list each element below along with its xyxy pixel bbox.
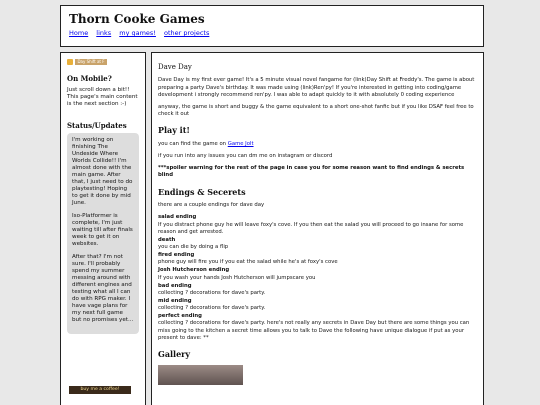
mobile-heading: On Mobile? xyxy=(67,74,112,83)
ending-desc: collecting ? decorations for dave's party. xyxy=(158,305,266,312)
status-item: I'm working on finishing The Undeside Where Worlds Collide!! I'm almost done with the main game. After that, I just need to do playtesting! Hoping to get it done by mid June. xyxy=(72,137,133,207)
buy-me-a-coffee-button[interactable]: buy me a coffee! xyxy=(69,386,131,394)
ending-name: death xyxy=(158,236,176,243)
nav-links-link[interactable]: links xyxy=(96,29,112,37)
mobile-text: Just scroll down a bit!! This page's main content is the next section :-) xyxy=(67,86,138,107)
gallery-image[interactable] xyxy=(158,365,243,385)
nav-my-games-link[interactable]: my games! xyxy=(119,29,156,37)
ending-name: bad ending xyxy=(158,282,192,289)
game-badge-icon xyxy=(67,59,73,65)
main-content xyxy=(151,52,484,405)
game-jolt-link[interactable]: Game Jolt xyxy=(227,140,254,147)
endings-heading: Endings & Secerets xyxy=(158,186,246,197)
ending-desc: you can die by doing a flip xyxy=(158,244,229,250)
page-title: Dave Day xyxy=(158,63,192,71)
nav-home-link[interactable]: Home xyxy=(69,29,89,37)
ending-desc: collecting ? decorations for dave's party. here's not really any secrets in Dave Day but there are some things you can miss going to the kitchen a secret time allows you to talk to Dave the following have unique dialogue if put as your present to dave: ** xyxy=(158,320,470,341)
play-line xyxy=(158,141,477,148)
ending-name: perfect ending xyxy=(158,313,202,320)
ending-desc: If you distract phone guy he will leave foxy's cove. If you then eat the salad you will proceed to go insane for some reason and get arrested. xyxy=(158,221,464,235)
ending-name: mid ending xyxy=(158,297,192,304)
ending-name: fired ending xyxy=(158,252,195,259)
ending-desc: collecting ? decorations for dave's party. xyxy=(158,289,266,296)
endings-intro: there are a couple endings for dave day xyxy=(158,202,265,209)
disclaimer-text: anyway, the game is short and buggy & the game equivalent to a short one-shot fanfic but if you like DSAF feel free to check it out xyxy=(158,103,474,117)
ending-name: salad ending xyxy=(158,214,197,221)
spoiler-warning: ***spoiler warning for the rest of the page in case you for some reason want to find endings & secrets blind xyxy=(158,165,465,179)
ending-desc: phone guy will fire you if you eat the salad while he's at foxy's cove xyxy=(158,259,338,266)
top-nav xyxy=(69,29,475,37)
status-item: Iso-Platformer is complete, I'm just waiting till after finals week to get it on websites. xyxy=(72,213,133,248)
ending-name: Josh Hutcherson ending xyxy=(158,267,230,274)
gallery-heading: Gallery xyxy=(158,348,191,359)
ending-desc: If you wash your hands Josh Hutcherson will jumpscare you xyxy=(158,274,316,281)
ending-list xyxy=(158,214,477,341)
status-box xyxy=(67,133,139,334)
site-header xyxy=(60,5,484,47)
nav-other-projects-link[interactable]: other projects xyxy=(164,29,210,37)
play-text: you can find the game on xyxy=(158,140,227,147)
sidebar xyxy=(60,52,146,405)
contact-text: if you run into any issues you can dm me on instagram or discord xyxy=(158,153,333,160)
site-title: Thorn Cooke Games xyxy=(69,12,205,26)
status-heading: Status/Updates xyxy=(67,120,127,130)
play-heading: Play it! xyxy=(158,125,190,136)
intro-text: Dave Day is my first ever game! It's a 5 minute visual novel fangame for (link)Day Shift at Freddy's. The game is about preparing a party Dave's birthday. It was made using (link)Ren'py! If you're interested in getting into coding/game development i strongly recommend ren'py. I was able to adapt quickly to it with absolutely 0 coding experience xyxy=(158,77,475,98)
status-item: After that? I'm not sure. I'll probably spend my summer messing around with different engines and testing what all I can do with RPG maker. I have vage plans for my next full game but no promises yet... xyxy=(72,254,134,324)
game-badge[interactable] xyxy=(67,59,139,65)
game-badge-label: Day Shift at F xyxy=(75,59,107,65)
